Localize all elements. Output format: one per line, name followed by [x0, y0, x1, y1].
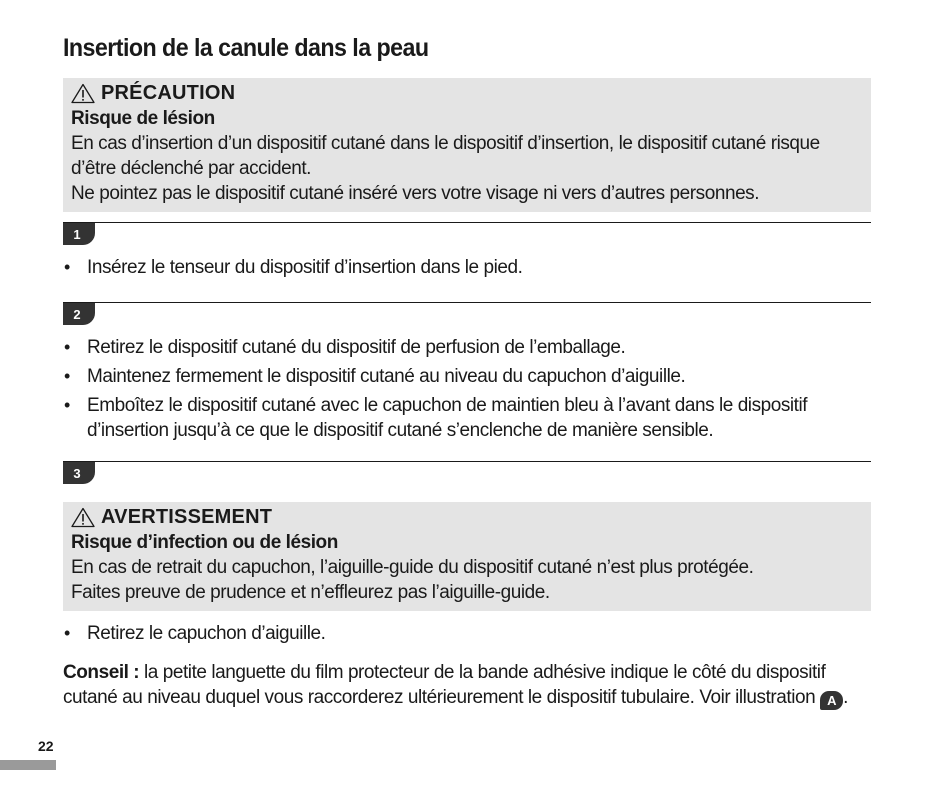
warning-heading-text: AVERTISSEMENT — [101, 506, 273, 528]
list-item: • Maintenez fermement le dispositif cutané au niveau du capuchon d’aiguille. — [63, 364, 871, 389]
warning-heading — [71, 505, 861, 530]
precaution-box — [63, 78, 871, 212]
warning-box — [63, 502, 871, 611]
step-1-divider — [63, 222, 871, 247]
step-number-badge: 2 — [63, 303, 95, 325]
precaution-heading — [71, 81, 861, 106]
list-item: • Retirez le capuchon d’aiguille. — [63, 621, 871, 646]
warning-triangle-icon — [71, 507, 95, 528]
step-number-badge: 1 — [63, 223, 95, 245]
tip-paragraph — [63, 660, 871, 710]
step-2-divider — [63, 302, 871, 327]
precaution-heading-text: PRÉCAUTION — [101, 82, 236, 104]
precaution-subheading: Risque de lésion — [71, 108, 215, 129]
step-2-list — [63, 335, 871, 443]
precaution-line: En cas d’insertion d’un dispositif cutané dans le dispositif d’insertion, le dispositif cutané risque d’être déclenché par accident. — [71, 133, 820, 179]
warning-subheading: Risque d’infection ou de lésion — [71, 532, 338, 553]
list-item: • Retirez le dispositif cutané du dispositif de perfusion de l’emballage. — [63, 335, 871, 360]
page-edge-bar — [0, 760, 56, 770]
step-3-list — [63, 621, 871, 646]
page-number: 22 — [38, 738, 54, 754]
page-content — [63, 30, 871, 710]
warning-triangle-icon — [71, 83, 95, 104]
step-3-divider — [63, 461, 871, 486]
list-item: • Emboîtez le dispositif cutané avec le capuchon de maintien bleu à l’avant dans le dispositif d’insertion jusqu’à ce que le dispositif cutané s’enclenche de manière sensible. — [63, 393, 871, 443]
list-item: • Insérez le tenseur du dispositif d’insertion dans le pied. — [63, 255, 871, 280]
tip-text: la petite languette du film protecteur de la bande adhésive indique le côté du dispositif cutané au niveau duquel vous raccorderez ultérieurement le dispositif tubulaire. Voir illustration — [63, 662, 826, 708]
tip-label: Conseil : — [63, 662, 140, 683]
step-1-list — [63, 255, 871, 280]
warning-line: Faites preuve de prudence et n’effleurez pas l’aiguille-guide. — [71, 582, 550, 603]
page-title: Insertion de la canule dans la peau — [63, 34, 429, 62]
illustration-ref-badge: A — [820, 691, 843, 710]
warning-line: En cas de retrait du capuchon, l’aiguille-guide du dispositif cutané n’est plus protégée. — [71, 557, 754, 578]
precaution-line: Ne pointez pas le dispositif cutané inséré vers votre visage ni vers d’autres personnes. — [71, 183, 760, 204]
step-number-badge: 3 — [63, 462, 95, 484]
tip-end: . — [843, 687, 848, 708]
